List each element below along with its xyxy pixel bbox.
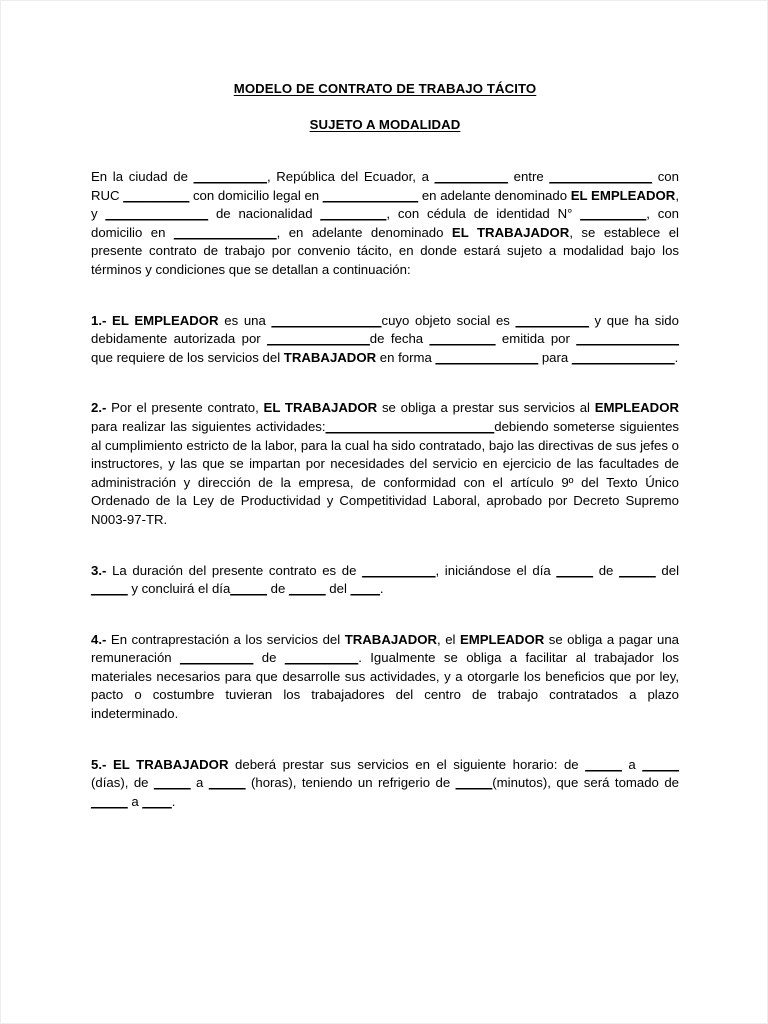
clause-5-blank-dia-desde: _____ — [585, 756, 622, 772]
intro-blank-nacionalidad: _________ — [320, 206, 387, 222]
clause2-spacer — [91, 367, 679, 399]
clause-5-bold-el-trabajador: EL TRABAJADOR — [112, 756, 229, 772]
clause-5-number: 5.- — [91, 756, 113, 772]
clause-1-text-6: que requiere de los servicios del — [91, 349, 284, 365]
intro-text-10: , con domicilio en — [91, 206, 680, 240]
clause-3-blank-mes-fin: _____ — [288, 581, 326, 597]
document-content — [91, 79, 679, 811]
clause-5-text-4: a — [190, 775, 209, 791]
clause-4-number: 4.- — [91, 631, 111, 647]
clause-5-text-5: (horas), teniendo un refrigerio de — [245, 775, 456, 791]
clause-5-blank-hora-hasta: _____ — [208, 775, 246, 791]
clause1-spacer — [91, 280, 679, 312]
intro-blank-domicilio-trabajador: ______________ — [173, 224, 277, 240]
clause-3-blank-dia-fin: _____ — [230, 581, 267, 597]
clause4-spacer — [91, 599, 679, 631]
clause-1-blank-tipo-empresa: _______________ — [271, 312, 382, 328]
clause-4-bold-empleador: EMPLEADOR — [459, 631, 545, 647]
clause-3-text-2: , iniciándose el día — [435, 562, 557, 578]
clause-4-text-3: se obliga a pagar una remuneración — [91, 631, 679, 666]
intro-text-3: entre — [507, 169, 550, 184]
intro-text-6: en adelante denominado — [418, 187, 571, 203]
clause-3-text-6: de — [266, 581, 289, 597]
intro-bold-el-empleador: EL EMPLEADOR — [570, 187, 676, 203]
intro-blank-fecha: __________ — [434, 169, 508, 184]
clause-2-text-1: Por el presente contrato, — [111, 400, 264, 416]
clause-4-bold-trabajador: TRABAJADOR — [344, 631, 438, 647]
intro-blank-domicilio-legal: _____________ — [322, 187, 419, 203]
intro-text-11: , en adelante denominado — [276, 224, 452, 240]
intro-blank-trabajador-nombre: ______________ — [105, 206, 209, 222]
clause-1-text-2: cuyo objeto social es — [381, 312, 516, 328]
clause-2-text-3: para realizar las siguientes actividades: — [91, 418, 326, 434]
clause-2-bold-empleador: EMPLEADOR — [594, 400, 679, 416]
clause-3-text-1: La duración del presente contrato es de — [112, 562, 363, 578]
intro-blank-ciudad: __________ — [193, 169, 267, 184]
clause-4-blank-monto: __________ — [284, 650, 359, 666]
clause-5-text-2: a — [621, 756, 643, 772]
clause-3-text-8: . — [379, 581, 384, 597]
clause-3-text-7: del — [325, 581, 351, 597]
clause-5-blank-refrigerio-minutos: _____ — [455, 775, 493, 791]
clause-3-blank-anio-inicio: _____ — [91, 581, 128, 597]
clause-1-text-4: de fecha — [369, 331, 430, 347]
clause-5-paragraph — [91, 756, 679, 812]
clause-5-blank-refrigerio-hasta: ____ — [142, 793, 172, 809]
clause-3-paragraph — [91, 562, 679, 599]
document-subtitle-line-2-text: SUJETO A MODALIDAD — [309, 117, 461, 132]
intro-text-9: , con cédula de identidad N° — [386, 206, 581, 222]
clause-3-text-3: de — [593, 562, 620, 578]
clause-5-blank-dia-hasta: _____ — [642, 756, 680, 772]
clause-4-text-5: . Igualmente se obliga a facilitar al trabajador los materiales necesarios para que desarrolle sus actividades, y a otorgarle los beneficios que por ley, pacto o costumbre tuvieran los trabajadores del centro de trabajo contratados a plazo indeterminado. — [91, 650, 679, 722]
document-subtitle-line-2 — [91, 115, 679, 134]
intro-text-1: En la ciudad de — [91, 169, 194, 184]
clause3-spacer — [91, 530, 679, 562]
intro-blank-ruc: _________ — [123, 187, 190, 203]
intro-text-4: con RUC — [91, 169, 679, 203]
clause-1-blank-autorizacion: ______________ — [267, 331, 370, 347]
title-spacer — [91, 98, 679, 115]
intro-blank-empleador-nombre: ______________ — [549, 169, 653, 184]
clause-2-bold-el-trabajador: EL TRABAJADOR — [263, 400, 378, 416]
intro-paragraph — [91, 168, 679, 280]
clause-4-text-1: En contraprestación a los servicios del — [110, 631, 345, 647]
clause-2-number: 2.- — [91, 400, 112, 416]
intro-text-8: de nacionalidad — [208, 206, 321, 222]
clause-1-blank-para: ______________ — [571, 349, 675, 365]
clause-2-blank-actividades: _______________________ — [325, 418, 495, 434]
clause-1-bold-trabajador: TRABAJADOR — [283, 349, 377, 365]
clause-1-blank-objeto-social: __________ — [515, 312, 589, 328]
clause-3-blank-anio-fin: ____ — [350, 581, 380, 597]
clause-1-text-3: y que ha sido debidamente autorizada por — [91, 312, 679, 347]
clause-5-text-7: a — [127, 793, 143, 809]
clause-1-text-8: para — [538, 349, 572, 365]
clause-3-blank-duracion: __________ — [362, 562, 436, 578]
clause-5-blank-hora-desde: _____ — [153, 775, 191, 791]
clause-3-blank-dia-inicio: _____ — [556, 562, 594, 578]
intro-text-5: con domicilio legal en — [189, 187, 323, 203]
clause-4-text-2: , el — [437, 631, 460, 647]
clause-1-paragraph — [91, 312, 679, 368]
clause-1-text-5: emitida por — [495, 331, 577, 347]
clause-2-paragraph — [91, 399, 679, 529]
clause-1-blank-fecha: _________ — [429, 331, 496, 347]
intro-text-7: , y — [91, 187, 679, 222]
intro-blank-cedula: _________ — [580, 206, 647, 222]
clause-4-blank-remuneracion: __________ — [180, 650, 254, 666]
intro-text-12: , se establece el presente contrato de trabajo por convenio tácito, en donde estará sujeto a modalidad bajo los términos y condiciones que se detallan a continuación: — [91, 224, 679, 277]
clause-5-blank-refrigerio-desde: _____ — [91, 793, 128, 809]
intro-text-2: , República del Ecuador, a — [266, 169, 435, 184]
clause-1-bold-el-empleador: EL EMPLEADOR — [112, 312, 219, 328]
clause-5-text-1: deberá prestar sus servicios en el siguiente horario: de — [228, 756, 586, 772]
clause-3-blank-mes-inicio: _____ — [619, 562, 656, 578]
clause-5-text-3: (días), de — [91, 775, 154, 791]
clause5-spacer — [91, 724, 679, 756]
clause-4-paragraph — [91, 631, 679, 724]
clause-3-text-5: y concluirá el día — [127, 581, 231, 597]
clause-5-text-6: (minutos), que será tomado de — [492, 775, 680, 791]
clause-1-blank-emisor: ______________ — [576, 331, 679, 347]
document-title-line-1-text: MODELO DE CONTRATO DE TRABAJO TÁCITO — [233, 81, 537, 96]
clause-3-text-4: del — [655, 562, 679, 578]
clause-1-text-9: . — [674, 349, 679, 365]
intro-spacer — [91, 134, 679, 168]
clause-3-number: 3.- — [91, 562, 113, 578]
clause-4-text-4: de — [253, 650, 285, 666]
clause-1-text-1: es una — [218, 312, 272, 328]
clause-5-text-8: . — [171, 793, 176, 809]
clause-1-number: 1.- — [91, 312, 113, 328]
document-title-line-1 — [91, 79, 679, 98]
clause-1-blank-forma: ______________ — [435, 349, 539, 365]
clause-2-text-2: se obliga a prestar sus servicios al — [377, 400, 595, 416]
clause-1-text-7: en forma — [376, 349, 436, 365]
intro-bold-el-trabajador: EL TRABAJADOR — [451, 224, 570, 240]
clause-2-text-4: debiendo someterse siguientes al cumplimiento estricto de la labor, para la cual ha sido contratado, bajo las directivas de sus jefes o instructores, y las que se impartan por necesidades del servicio en ejercicio de las facultades de administración y dirección de la empresa, de conformidad con el artículo 9º del Texto Único Ordenado de la Ley de Productividad y Competitividad Laboral, aprobado por Decreto Supremo N003-97-TR. — [91, 418, 680, 527]
